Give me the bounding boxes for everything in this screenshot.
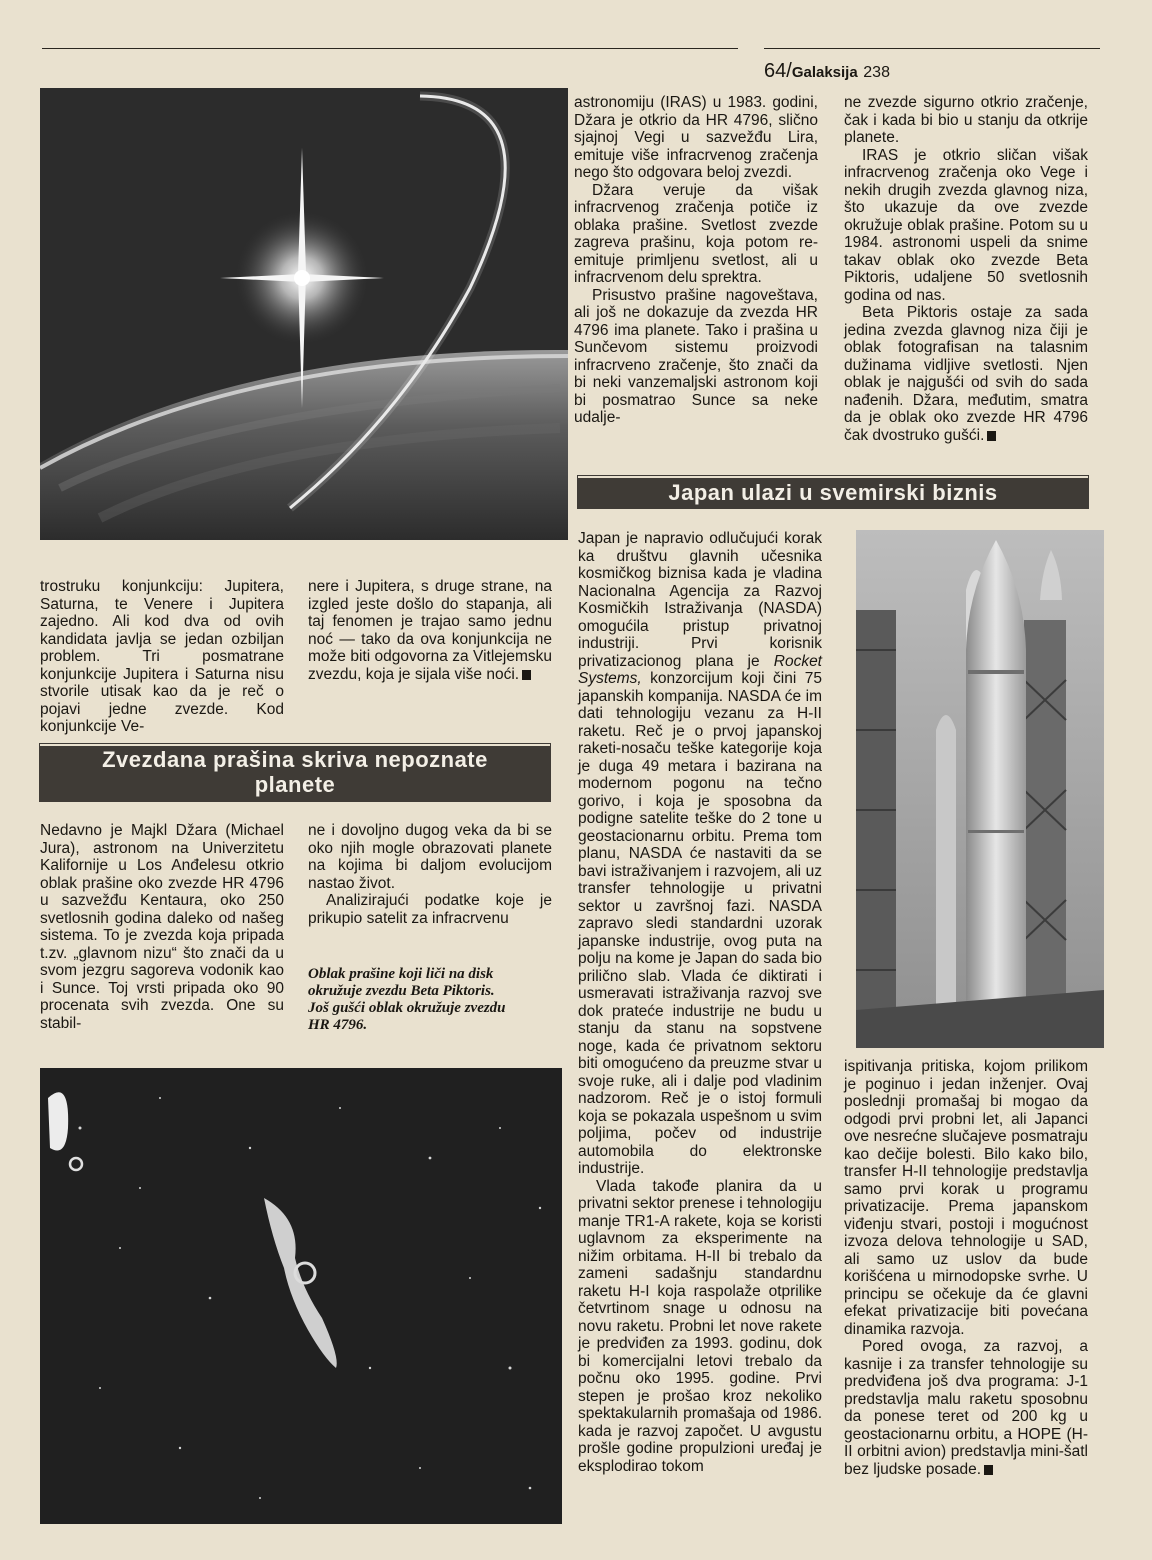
header-rule-left (42, 48, 738, 49)
planet-comet-photo (40, 88, 568, 540)
japan-article-text-1a: Japan je napravio odlučujući korak ka društvu glavnih učesnika kosmičkog biznisa kada je vladina Nacionalna Agencija za Razvoj Kosmičkih Istraživanja (NASDA) omogućila pristup privatnoj industriji. Prvi korisnik privatizacionog plana je (578, 530, 822, 670)
dust-article-col1 (40, 822, 284, 1032)
header-rule-right (764, 48, 1100, 49)
caption-line-3: Još gušći oblak okružuje zvezdu (308, 1000, 506, 1016)
japan-article-company: Rocket Systems, (578, 652, 822, 687)
japan-article-text-4: Pored ovoga, za razvoj, a kasnije i za transfer tehnologije su predviđena još dva programa: J-1 predstavlja malu raketu sposobnu da ponese teret od 200 kg u geostacionarnu orbitu, a HOPE (H-II orbitni avion) predstavlja mini-šatl bez ljudske posade. (844, 1338, 1088, 1478)
caption-line-2: okružuje zvezdu Beta Piktoris. (308, 983, 495, 999)
japan-article-col1 (578, 530, 822, 1475)
japan-article-text-3: ispitivanja pritiska, kojom prilikom je poginuo i jedan inženjer. Ovaj poslednji promašaj bi mogao da odgodi prvi probni let, ali Japanci ove nesrećne slučajeve posmatraju kao dečije bolesti. Bilo kako bilo, transfer H-II tehnologije predstavlja samo prvi korak u programu privatizacije. Prema japanskom viđenju stvari, postoji i mogućnost izvoza delova tehnologije u SAD, ali samo uz uslov da bude korišćena u mirnodopske svrhe. U principu se očekuje da će glavni efekat privatizacije biti povećana dinamika razvoja. (844, 1058, 1088, 1338)
dust-article-text-2: ne i dovoljno dugog veka da bi se oko njih mogle obrazovati planete na kojima bi daljom evolucijom nastao život. (308, 822, 552, 892)
caption-line-4: HR 4796. (308, 1017, 368, 1033)
magazine-name: Galaksija (791, 64, 858, 81)
japan-article-col2 (844, 1058, 1088, 1478)
dust-article-headline (40, 744, 550, 801)
dust-article-text-8: IRAS je otkrio sličan višak infracrvenog zračenja oko Vege i nekih drugih zvezda glavnog niza, što ukazuje da ove zvezde okružuje oblak prašine. Potom su u 1984. astronomi uspeli da snime takav oblak oko zvezde Beta Piktoris, udaljene 50 svetlosnih godina od nas. (844, 146, 1088, 304)
dust-photo-caption (308, 966, 552, 1034)
page-folio (764, 60, 890, 83)
japan-headline-text: Japan ulazi u svemirski biznis (668, 480, 998, 505)
intro-article-col2 (308, 578, 552, 683)
dust-article-text-6: Prisustvo prašine nagoveštava, ali još ne dokazuje da zvezda HR 4796 ima planete. Tako i prašina u Sunčevom sistemu proizvodi infracrveno zračenje, što znači da bi neki vanzemaljski astronom koji bi posmatrao Sunce sa neke udalje- (574, 286, 818, 426)
dust-headline-line-1: Zvezdana prašina skriva nepoznate (102, 747, 488, 772)
dust-article-col4 (844, 94, 1088, 444)
caption-line-1: Oblak prašine koji liči na disk (308, 966, 494, 982)
page-number: 64/ (764, 60, 792, 82)
dust-article-col2 (308, 822, 552, 927)
dust-article-text-3: Analizirajući podatke koje je prikupio satelit za infracrvenu (308, 892, 552, 927)
dust-article-col3 (574, 94, 818, 427)
intro-article-col1 (40, 578, 284, 736)
rocket-photo (856, 530, 1104, 1048)
planet-comet-icon (40, 88, 568, 540)
dust-article-text-5: Džara veruje da višak infracrvenog zračenja potiče iz oblaka prašine. Svetlost zvezde zagreva prašinu, koja potom re-emituje primljenu svetlost, ali u infracrvenom delu sprektra. (574, 181, 818, 286)
intro-article-text-2: nere i Jupitera, s druge strane, na izgled jeste došlo do stapanja, ali taj fenomen je trajao samo jednu noć — tako da ova konjunkcija ne može biti odgovorna za Vitlejemsku zvezdu, koja je sijala više noći. (308, 578, 552, 683)
dust-headline-line-2: planete (254, 772, 336, 797)
intro-article-text-1: trostruku konjunkciju: Jupitera, Saturna, te Venere i Jupitera zajedno. Ali kod dva od ovih kandidata javlja se jedan ozbiljan problem. Tri posmatrane konjunkcije Jupitera i Saturna nisu stvorile utisak kao da je reč o pojavi jedne zvezde. Kod konjunkcije Ve- (40, 578, 284, 735)
star-field-icon (40, 1068, 562, 1524)
dust-article-text-7: ne zvezde sigurno otkrio zračenje, čak i kada bi bio u stanju da otkrije planete. (844, 94, 1088, 146)
japan-article-headline (578, 476, 1088, 508)
dust-disk-photo (40, 1068, 562, 1524)
end-mark-icon (987, 431, 996, 441)
dust-article-text-1: Nedavno je Majkl Džara (Michael Jura), astronom na Univerzitetu Kalifornije u Los Anđelesu otkrio oblak prašine oko zvezde HR 4796 u sazvežđu Kentaura, oko 250 svetlosnih godina daleko od našeg sistema. To je zvezda koja pripada t.zv. „glavnom nizu“ što znači da u svom jezgru sagoreva vodonik kao i Sunce. Toj vrsti pripada oko 90 procenata svih zvezda. One su stabil- (40, 822, 284, 1032)
dust-article-text-9: Beta Piktoris ostaje za sada jedina zvezda glavnog niza čiji je oblak fotografisan na talasnim dužinama vidljive svetlosti. Njen oblak je najgušći od svih do sada nađenih. Džara, međutim, smatra da je oblak oko zvezde HR 4796 čak dvostruko gušći. (844, 304, 1088, 444)
end-mark-icon (984, 1465, 993, 1475)
japan-article-text-2: Vlada takođe planira da u privatni sektor prenese i tehnologiju manje TR1-A rakete, koja se koristi uglavnom za eksperimente na nižim orbitama. H-II bi trebalo da zameni sadašnju standardnu raketu H-I koja raspolaže otprilike četvrtinom snage u odnosu na novu raketu. Probni let nove rakete je predviđen za 1993. godinu, dok bi komercijalni letovi trebalo da počnu oko 1995. godine. Prvi stepen je prošao kroz nekoliko spektakularnih promašaja od 1986. kada je razvoj započet. U avgustu prošle godine propulzioni uređaj je eksplodirao tokom (578, 1177, 822, 1475)
japan-article-text-1b: konzorcijum koji čini 75 japanskih kompanija. NASDA će im dati tehnologiju vezanu za H-II raketu. Reč je o prvoj japanskoj raketi-nosaču teške kategorije koja je duga 49 metara i bazirana na modernom pogonu na tečno gorivo, i koja je sposobna da podigne satelite teške do 2 tone u geostacionarnu orbitu. Prema tom planu, NASDA će nastaviti da se bavi istraživanjem i razvojem, ali uz transfer tehnologije u privatni sektor u završnoj fazi. NASDA zapravo sledi standardni uzorak japanske industrije, ovog puta na polju na kome je Japan do sada bio prilično slab. Vlada će diktirati i usmeravati istraživanja razvoj sve dok prateće industrije ne budu u stanju da stanu na sopstvene noge, kada će privatnom sektoru biti omogućeno da preuzme stvar u svoje ruke, ali i dalje pod vladinim nadzorom. Reč je o istoj formuli koja se pokazala uspešnom u svim poljima, počev od industrije automobila do elektronske industrije. (578, 670, 822, 1177)
rocket-icon (856, 530, 1104, 1048)
issue-number: 238 (863, 64, 890, 81)
end-mark-icon (522, 670, 531, 680)
dust-article-text-4: astronomiju (IRAS) u 1983. godini, Džara je otkrio da HR 4796, slično sjajnoj Vegi u sazvežđu Lira, emituje više infracrvenog zračenja nego što odgovara beloj zvezdi. (574, 94, 818, 181)
